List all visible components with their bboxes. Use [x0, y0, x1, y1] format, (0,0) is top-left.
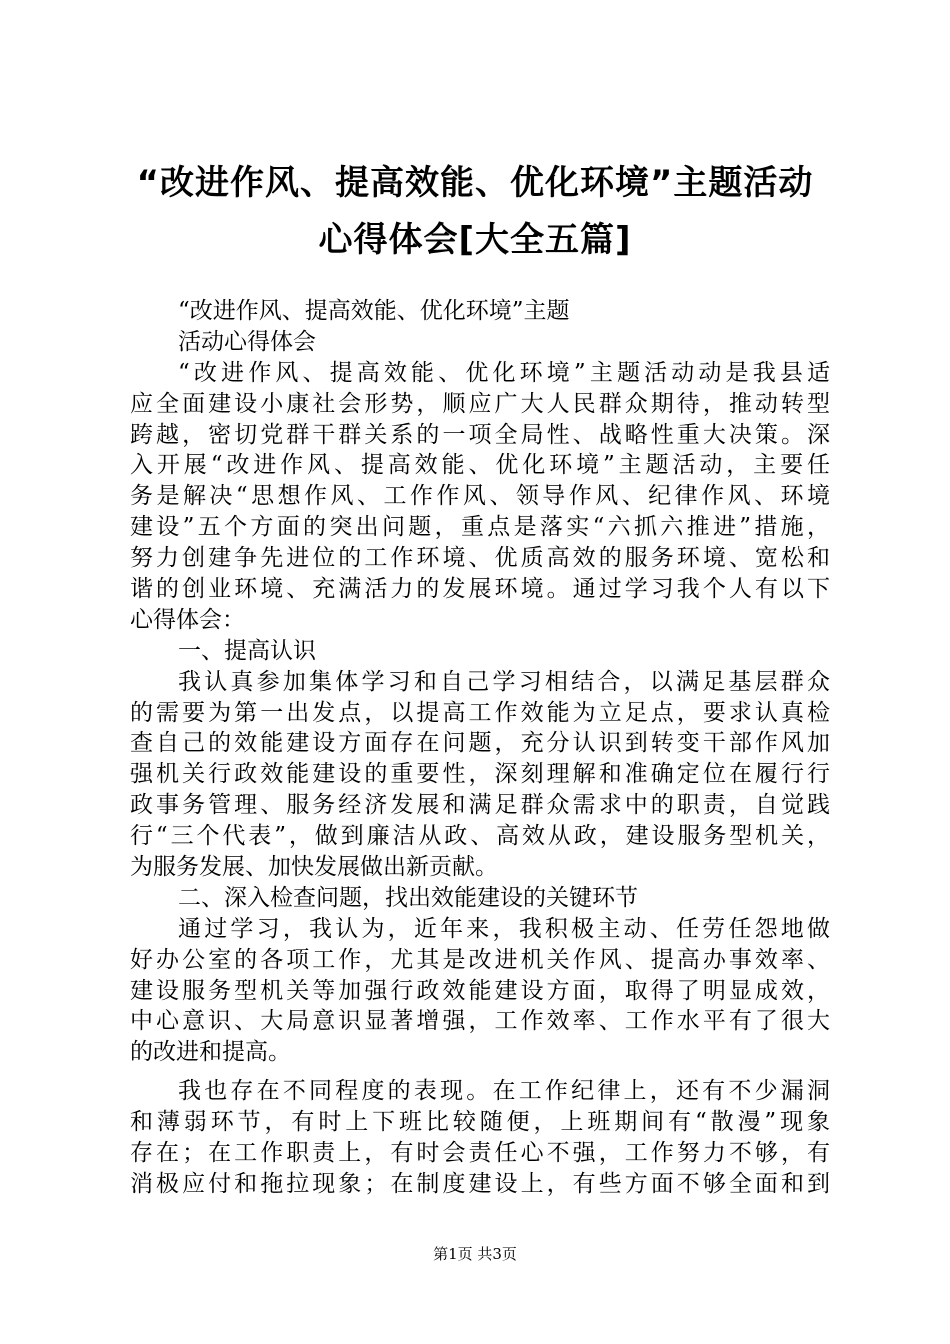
page-footer: 第1页 共3页: [433, 1245, 517, 1263]
body-line: 入开展“改进作风、提高效能、优化环境”主题活动，主要任: [130, 452, 830, 479]
body-line: 努力创建争先进位的工作环境、优质高效的服务环境、宽松和: [130, 545, 830, 572]
body-line: 务是解决“思想作风、工作作风、领导作风、纪律作风、环境: [130, 483, 830, 510]
body-line: “改进作风、提高效能、优化环境”主题: [178, 298, 570, 324]
body-line: 活动心得体会: [178, 328, 316, 355]
body-line: 查自己的效能建设方面存在问题，充分认识到转变干部作风加: [130, 730, 830, 757]
body-line: 二、深入检查问题，找出效能建设的关键环节: [178, 884, 638, 911]
body-line: 消极应付和拖拉现象；在制度建设上，有些方面不够全面和到: [130, 1170, 830, 1197]
body-line: 心得体会：: [130, 606, 245, 633]
body-line: 好办公室的各项工作，尤其是改进机关作风、提高办事效率、: [130, 946, 830, 973]
body-line: 强机关行政效能建设的重要性，深刻理解和准确定位在履行行: [130, 761, 830, 788]
body-line: 行“三个代表”，做到廉洁从政、高效从政，建设服务型机关，: [130, 823, 830, 850]
document-body: [130, 296, 830, 1200]
body-line: 跨越，密切党群干群关系的一项全局性、战略性重大决策。深: [130, 421, 830, 448]
body-line: 应全面建设小康社会形势，顺应广大人民群众期待，推动转型: [130, 390, 830, 417]
body-line: 我认真参加集体学习和自己学习相结合，以满足基层群众: [178, 668, 830, 695]
body-line: 建设”五个方面的突出问题，重点是落实“六抓六推进”措施，: [130, 514, 830, 541]
body-line: 建设服务型机关等加强行政效能建设方面，取得了明显成效，: [130, 977, 830, 1004]
body-line: 我也存在不同程度的表现。在工作纪律上，还有不少漏洞: [178, 1078, 830, 1105]
document-title-line2: 心得体会[大全五篇]: [318, 220, 632, 260]
body-line: 为服务发展、加快发展做出新贡献。: [130, 854, 498, 881]
body-line: 的改进和提高。: [130, 1039, 291, 1066]
body-line: 的需要为第一出发点，以提高工作效能为立足点，要求认真检: [130, 699, 830, 726]
body-line: 通过学习，我认为，近年来，我积极主动、任劳任怨地做: [178, 915, 830, 942]
body-line: “改进作风、提高效能、优化环境”主题活动动是我县适: [178, 359, 830, 386]
body-line: 一、提高认识: [178, 637, 316, 664]
body-line: 谐的创业环境、充满活力的发展环境。通过学习我个人有以下: [130, 576, 830, 603]
body-line: 政事务管理、服务经济发展和满足群众需求中的职责，自觉践: [130, 792, 830, 819]
body-line: 存在；在工作职责上，有时会责任心不强，工作努力不够，有: [130, 1140, 830, 1167]
document-title-line1: “改进作风、提高效能、优化环境”主题活动: [136, 163, 814, 203]
body-line: 中心意识、大局意识显著增强，工作效率、工作水平有了很大: [130, 1008, 830, 1035]
body-line: 和薄弱环节，有时上下班比较随便，上班期间有“散漫”现象: [130, 1109, 830, 1136]
